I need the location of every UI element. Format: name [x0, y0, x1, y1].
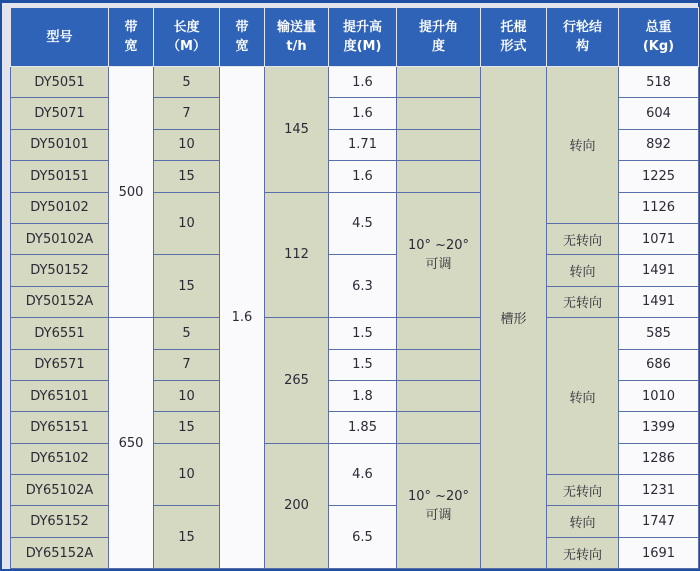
width-cell: 500 [109, 67, 154, 318]
header-row [11, 8, 699, 67]
length-cell: 15 [154, 506, 220, 569]
lift-height-cell: 6.3 [329, 255, 397, 318]
lift-height-cell: 4.5 [329, 192, 397, 255]
lift-angle-cell: 10° ~20° 可调 [397, 443, 481, 569]
capacity-cell: 200 [265, 443, 329, 569]
weight-cell: 1691 [619, 537, 699, 568]
model-cell: DY6571 [11, 349, 109, 380]
width-cell: 650 [109, 318, 154, 569]
header-length: 长度 （M） [154, 8, 220, 67]
lift-height-cell: 1.8 [329, 380, 397, 411]
length-cell: 5 [154, 318, 220, 349]
spec-sheet [2, 3, 698, 569]
model-cell: DY50102A [11, 223, 109, 254]
wheel-cell: 转向 [547, 67, 619, 224]
lift-height-cell: 1.5 [329, 318, 397, 349]
weight-cell: 1225 [619, 161, 699, 192]
length-cell: 15 [154, 255, 220, 318]
belt-speed-cell: 1.6 [220, 67, 265, 569]
header-belt-width: 带 宽 [109, 8, 154, 67]
model-cell: DY5051 [11, 67, 109, 98]
wheel-cell: 无转向 [547, 223, 619, 254]
weight-cell: 1747 [619, 506, 699, 537]
header-capacity: 输送量 t/h [265, 8, 329, 67]
length-cell: 7 [154, 98, 220, 129]
lift-angle-cell [397, 318, 481, 349]
model-cell: DY65102A [11, 475, 109, 506]
length-cell: 5 [154, 67, 220, 98]
lift-angle-cell [397, 98, 481, 129]
lift-height-cell: 4.6 [329, 443, 397, 506]
wheel-cell: 无转向 [547, 286, 619, 317]
model-cell: DY65102 [11, 443, 109, 474]
length-cell: 7 [154, 349, 220, 380]
weight-cell: 1071 [619, 223, 699, 254]
model-cell: DY50151 [11, 161, 109, 192]
wheel-cell: 转向 [547, 506, 619, 537]
length-cell: 15 [154, 412, 220, 443]
spec-table [10, 7, 699, 569]
lift-height-cell: 1.6 [329, 161, 397, 192]
weight-cell: 686 [619, 349, 699, 380]
table-row [11, 318, 699, 349]
lift-angle-cell [397, 380, 481, 411]
model-cell: DY65152 [11, 506, 109, 537]
weight-cell: 1231 [619, 475, 699, 506]
header-lift-angle: 提升角 度 [397, 8, 481, 67]
capacity-cell: 112 [265, 192, 329, 318]
lift-angle-cell: 10° ~20° 可调 [397, 192, 481, 318]
header-belt-speed: 带 宽 [220, 8, 265, 67]
wheel-cell: 转向 [547, 255, 619, 286]
weight-cell: 892 [619, 129, 699, 160]
capacity-cell: 265 [265, 318, 329, 444]
wheel-cell: 无转向 [547, 537, 619, 568]
length-cell: 10 [154, 192, 220, 255]
lift-angle-cell [397, 349, 481, 380]
lift-height-cell: 1.5 [329, 349, 397, 380]
model-cell: DY6551 [11, 318, 109, 349]
model-cell: DY50152 [11, 255, 109, 286]
weight-cell: 518 [619, 67, 699, 98]
weight-cell: 1286 [619, 443, 699, 474]
length-cell: 10 [154, 129, 220, 160]
capacity-cell: 145 [265, 67, 329, 193]
lift-angle-cell [397, 412, 481, 443]
roller-type-cell: 槽形 [481, 67, 547, 569]
lift-angle-cell [397, 161, 481, 192]
weight-cell: 604 [619, 98, 699, 129]
table-row [11, 67, 699, 98]
model-cell: DY65151 [11, 412, 109, 443]
weight-cell: 1126 [619, 192, 699, 223]
length-cell: 10 [154, 380, 220, 411]
header-total-weight: 总重 (Kg) [619, 8, 699, 67]
header-wheel-structure: 行轮结 构 [547, 8, 619, 67]
length-cell: 15 [154, 161, 220, 192]
header-lift-height: 提升高 度(M) [329, 8, 397, 67]
lift-height-cell: 1.6 [329, 67, 397, 98]
lift-height-cell: 1.85 [329, 412, 397, 443]
wheel-cell: 无转向 [547, 475, 619, 506]
weight-cell: 1010 [619, 380, 699, 411]
lift-angle-cell [397, 67, 481, 98]
header-roller-type: 托棍 形式 [481, 8, 547, 67]
model-cell: DY65152A [11, 537, 109, 568]
weight-cell: 1399 [619, 412, 699, 443]
header-model: 型号 [11, 8, 109, 67]
model-cell: DY50102 [11, 192, 109, 223]
lift-height-cell: 6.5 [329, 506, 397, 569]
lift-height-cell: 1.6 [329, 98, 397, 129]
model-cell: DY65101 [11, 380, 109, 411]
length-cell: 10 [154, 443, 220, 506]
model-cell: DY5071 [11, 98, 109, 129]
weight-cell: 585 [619, 318, 699, 349]
lift-angle-cell [397, 129, 481, 160]
lift-height-cell: 1.71 [329, 129, 397, 160]
wheel-cell: 转向 [547, 318, 619, 475]
weight-cell: 1491 [619, 286, 699, 317]
model-cell: DY50152A [11, 286, 109, 317]
model-cell: DY50101 [11, 129, 109, 160]
weight-cell: 1491 [619, 255, 699, 286]
